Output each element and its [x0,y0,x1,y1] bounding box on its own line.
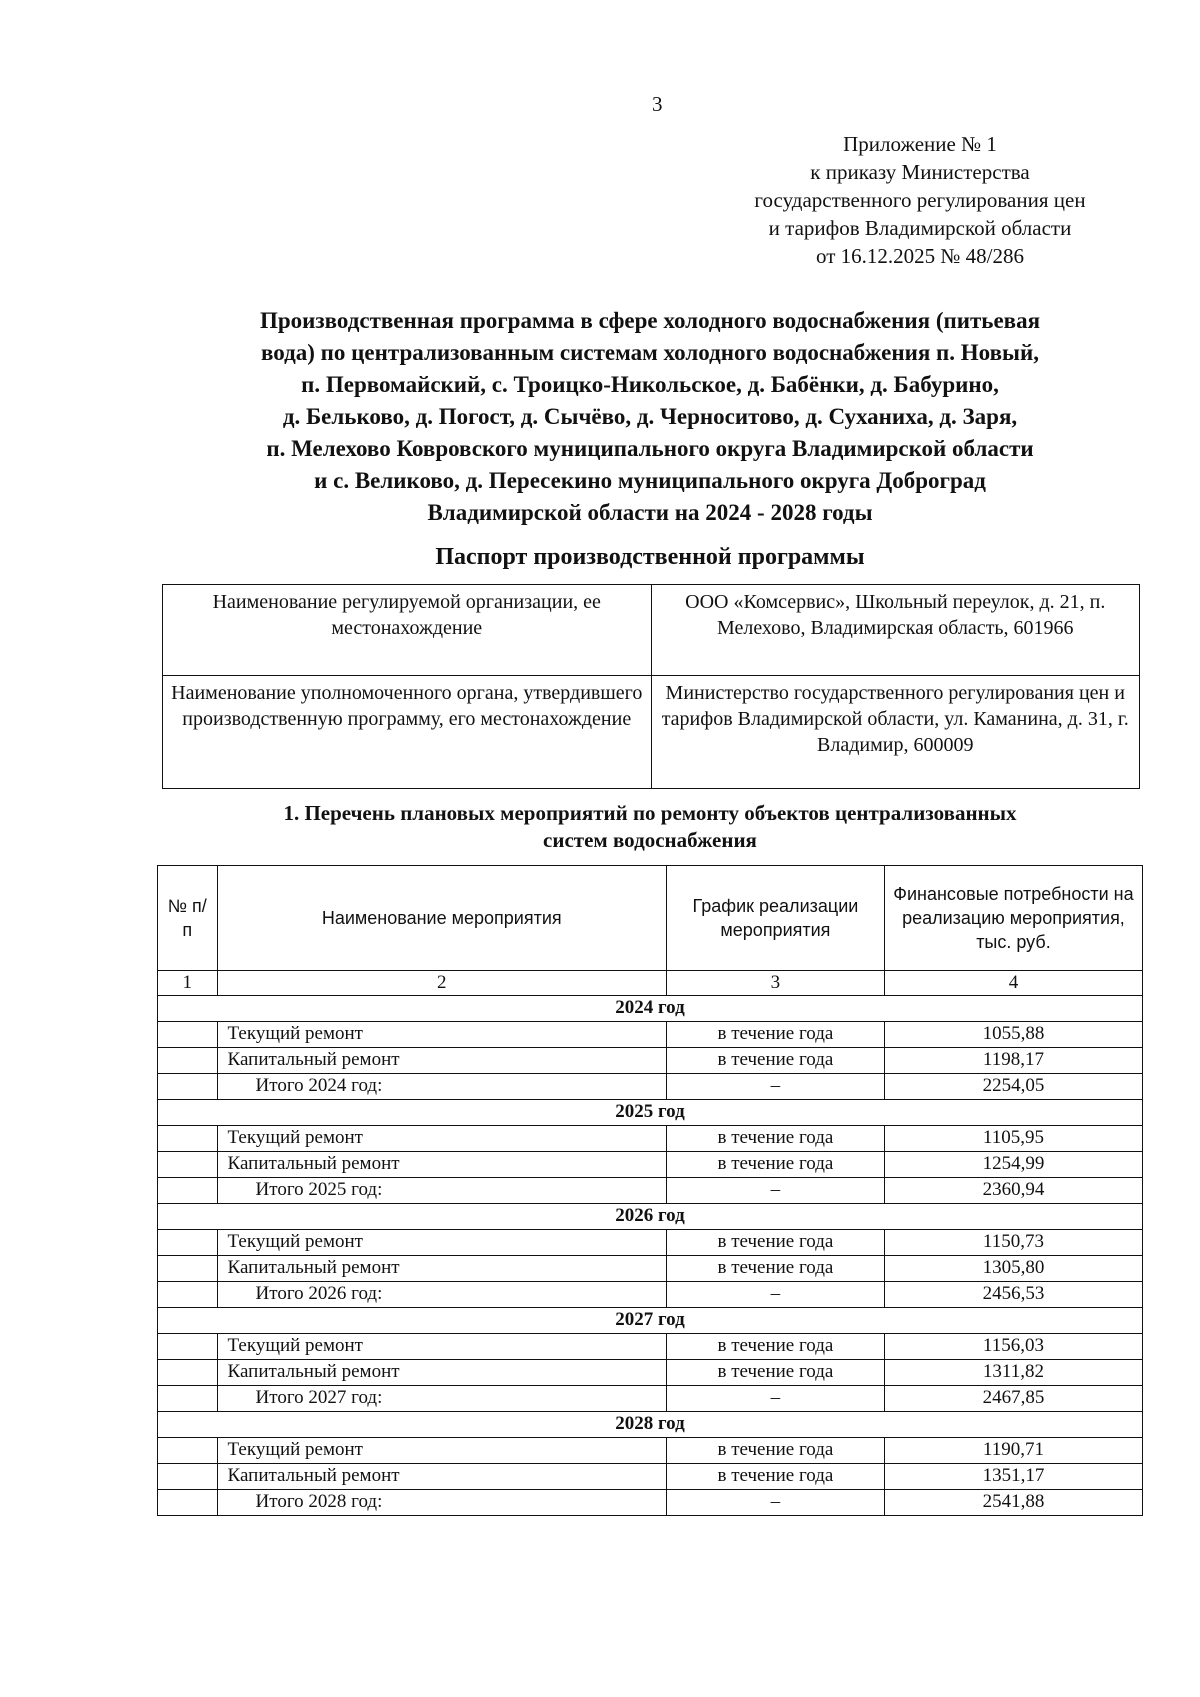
passport-label: Наименование регулируемой организации, ее местонахождение [163,585,652,676]
year-row [158,1412,1143,1438]
row-number [158,1022,218,1048]
passport-value: Министерство государственного регулирования цен и тарифов Владимирской области, ул. Каманина, д. 31, г. Владимир, 600009 [651,676,1140,789]
table-header-row [158,866,1143,971]
table-row [158,1230,1143,1256]
total-label: Итого 2026 год: [217,1282,666,1308]
total-row [158,1282,1143,1308]
row-amount: 1311,82 [884,1360,1142,1386]
year-row [158,1204,1143,1230]
table-row [158,1048,1143,1074]
year-label: 2026 год [158,1204,1143,1230]
row-name: Текущий ремонт [217,1230,666,1256]
total-row [158,1490,1143,1516]
row-number [158,1334,218,1360]
section-title [150,800,1150,854]
total-label: Итого 2025 год: [217,1178,666,1204]
row-amount: 1150,73 [884,1230,1142,1256]
row-number [158,1048,218,1074]
row-schedule: в течение года [666,1126,884,1152]
row-number [158,1464,218,1490]
row-schedule: в течение года [666,1360,884,1386]
row-number [158,1074,218,1100]
row-amount: 1105,95 [884,1126,1142,1152]
row-amount: 1198,17 [884,1048,1142,1074]
row-schedule: в течение года [666,1256,884,1282]
total-label: Итого 2028 год: [217,1490,666,1516]
row-schedule: в течение года [666,1152,884,1178]
row-schedule: в течение года [666,1438,884,1464]
total-amount: 2360,94 [884,1178,1142,1204]
passport-table [162,584,1140,789]
page-number: 3 [652,92,663,116]
total-row [158,1178,1143,1204]
row-schedule: в течение года [666,1048,884,1074]
row-schedule: в течение года [666,1334,884,1360]
table-row [158,1334,1143,1360]
passport-value: ООО «Комсервис», Школьный переулок, д. 21, п. Мелехово, Владимирская область, 601966 [651,585,1140,676]
row-amount: 1156,03 [884,1334,1142,1360]
header-number: № п/п [158,866,218,971]
row-number [158,1230,218,1256]
row-number [158,1490,218,1516]
row-schedule: – [666,1282,884,1308]
row-name: Текущий ремонт [217,1126,666,1152]
row-name: Текущий ремонт [217,1438,666,1464]
row-schedule: – [666,1178,884,1204]
row-schedule: в течение года [666,1464,884,1490]
year-label: 2027 год [158,1308,1143,1334]
row-amount: 1351,17 [884,1464,1142,1490]
passport-row [163,585,1140,676]
title-line: и с. Великово, д. Пересекино муниципального округа Доброград [314,468,986,493]
table-row [158,1022,1143,1048]
column-number: 4 [884,971,1142,996]
year-row [158,996,1143,1022]
row-name: Капитальный ремонт [217,1048,666,1074]
table-row [158,1152,1143,1178]
column-number: 1 [158,971,218,996]
row-name: Капитальный ремонт [217,1360,666,1386]
row-schedule: в течение года [666,1230,884,1256]
row-name: Текущий ремонт [217,1022,666,1048]
row-schedule: в течение года [666,1022,884,1048]
row-number [158,1282,218,1308]
appendix-line: Приложение № 1 [843,132,997,156]
total-label: Итого 2024 год: [217,1074,666,1100]
table-row [158,1438,1143,1464]
passport-row [163,676,1140,789]
total-amount: 2254,05 [884,1074,1142,1100]
column-number-row [158,971,1143,996]
total-amount: 2541,88 [884,1490,1142,1516]
header-schedule: График реализации мероприятия [666,866,884,971]
passport-label: Наименование уполномоченного органа, утвердившего производственную программу, его местонахождение [163,676,652,789]
appendix-line: и тарифов Владимирской области [768,216,1072,240]
row-number [158,1126,218,1152]
total-row [158,1386,1143,1412]
row-name: Капитальный ремонт [217,1256,666,1282]
year-label: 2028 год [158,1412,1143,1438]
table-row [158,1126,1143,1152]
row-number [158,1386,218,1412]
total-amount: 2467,85 [884,1386,1142,1412]
title-line: вода) по централизованным системам холодного водоснабжения п. Новый, [261,340,1039,365]
row-number [158,1178,218,1204]
document-title [150,305,1150,529]
row-number [158,1360,218,1386]
section-title-line: систем водоснабжения [543,828,757,852]
table-row [158,1256,1143,1282]
row-amount: 1254,99 [884,1152,1142,1178]
appendix-line: государственного регулирования цен [754,188,1086,212]
title-line: п. Мелехово Ковровского муниципального округа Владимирской области [266,436,1034,461]
row-number [158,1152,218,1178]
header-amount: Финансовые потребности на реализацию мероприятия, тыс. руб. [884,866,1142,971]
title-line: п. Первомайский, с. Троицко-Никольское, д. Бабёнки, д. Бабурино, [301,372,999,397]
passport-title: Паспорт производственной программы [435,544,865,570]
row-amount: 1305,80 [884,1256,1142,1282]
year-row [158,1308,1143,1334]
row-name: Текущий ремонт [217,1334,666,1360]
header-name: Наименование мероприятия [217,866,666,971]
row-name: Капитальный ремонт [217,1464,666,1490]
row-number [158,1438,218,1464]
title-line: д. Бельково, д. Погост, д. Сычёво, д. Черноситово, д. Суханиха, д. Заря, [282,404,1018,429]
plan-table [157,865,1143,1516]
appendix-date: от 16.12.2025 № 48/286 [815,244,1025,268]
total-amount: 2456,53 [884,1282,1142,1308]
title-line: Владимирской области на 2024 - 2028 годы [427,500,873,525]
year-label: 2025 год [158,1100,1143,1126]
year-label: 2024 год [158,996,1143,1022]
row-schedule: – [666,1386,884,1412]
total-label: Итого 2027 год: [217,1386,666,1412]
row-amount: 1055,88 [884,1022,1142,1048]
table-row [158,1360,1143,1386]
row-schedule: – [666,1074,884,1100]
appendix-block [700,130,1140,270]
column-number: 2 [217,971,666,996]
row-number [158,1256,218,1282]
total-row [158,1074,1143,1100]
table-row [158,1464,1143,1490]
row-name: Капитальный ремонт [217,1152,666,1178]
section-title-line: 1. Перечень плановых мероприятий по ремонту объектов централизованных [283,801,1017,825]
row-schedule: – [666,1490,884,1516]
column-number: 3 [666,971,884,996]
appendix-line: к приказу Министерства [810,160,1030,184]
row-amount: 1190,71 [884,1438,1142,1464]
year-row [158,1100,1143,1126]
title-line: Производственная программа в сфере холодного водоснабжения (питьевая [259,308,1041,333]
